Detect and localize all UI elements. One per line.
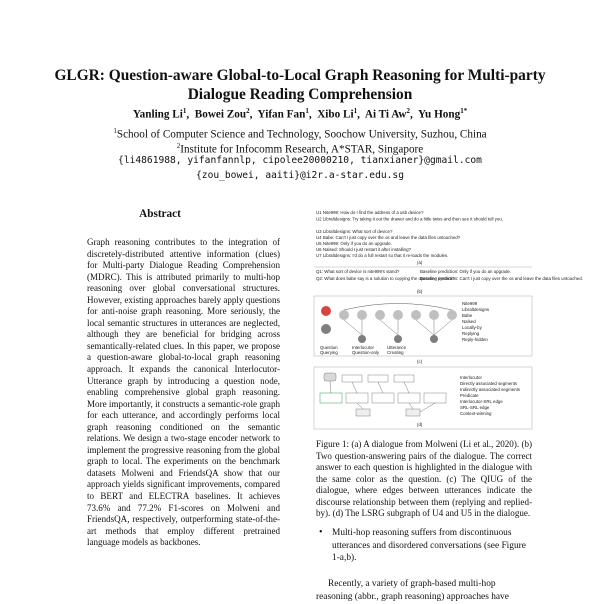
legend-c-item: Question-only	[352, 350, 380, 355]
dialogue-text: Libraltdesigns: Try taking it out the drawer and do a little twiss and then see it should tell you.	[322, 216, 503, 222]
question-node	[321, 306, 331, 316]
interlocutor-node	[358, 335, 366, 343]
legend-c-item: Utterance	[387, 345, 407, 350]
abstract-heading: Abstract	[139, 208, 181, 220]
figure-panel-c	[314, 296, 532, 364]
svg-text:U2 Libraltdesigns: Try taking	[316, 217, 503, 222]
utterance-node	[411, 310, 421, 320]
bullet-text: Multi-hop reasoning suffers from discontinuous utterances and disordered conversations (see Figure 1-a,b).	[332, 528, 526, 564]
legend-c2-item: Locally-by	[462, 325, 482, 330]
question-2: Q2: What does babe say is a solution to copying the operating system?	[316, 276, 455, 281]
legend-c2-item: Reply-hidden	[462, 337, 488, 342]
legend-d-item: Indirectly associated segments	[460, 387, 521, 392]
author-name: Ai Ti Aw	[364, 108, 407, 121]
interlocutor-node	[430, 335, 438, 343]
legend-d-item: SRL-SRL edge	[460, 405, 490, 410]
panel-label-c: (c)	[417, 359, 423, 364]
dialogue-id: U1	[316, 210, 322, 215]
interlocutor-node	[394, 335, 402, 343]
legend-d-item: Interlocutor	[460, 375, 482, 380]
paper-title: GLGR: Question-aware Global-to-Local Graph Reasoning for Multi-party Dialogue Reading Comprehension	[54, 67, 546, 103]
dialogue-id: U3	[316, 229, 322, 234]
svg-text:U3 Libraltdesigns: What sort o	[316, 229, 393, 234]
dialogue-text: Libraltdesigns: What sort of device?	[322, 229, 393, 234]
author-name: Yanling Li	[132, 108, 183, 121]
legend-c2-item: Replying	[462, 331, 480, 336]
affiliation-text: Institute for Infocomm Research, A*STAR, Singapore	[180, 143, 424, 156]
author-name: Xibo Li	[317, 108, 354, 121]
author-sup: 1	[305, 107, 309, 115]
legend-c2-item: Nalsed	[462, 319, 476, 324]
svg-text:U4 Babe: Can't I just copy ove	[316, 235, 461, 240]
bullet-marker: •	[319, 527, 323, 538]
dialogue-text: Babe: Can't I just copy over the os and leave the data files untouched?	[322, 235, 461, 240]
dialogue-text: Nite999: How do I find the address of a usb device?	[322, 210, 424, 215]
prediction-1: Baseline prediction: Only if you do an upgrade.	[420, 269, 512, 274]
utterance-node	[393, 310, 403, 320]
body-paragraph: Recently, a variety of graph-based multi-hop reasoning (abbr., graph reasoning) approaches have	[316, 579, 509, 602]
dialogue-id: U4	[316, 235, 322, 240]
interlocutor-node	[321, 324, 331, 334]
utterance-node	[339, 310, 349, 320]
figure-1	[312, 207, 583, 433]
legend-c2-item: Babe	[462, 313, 473, 318]
legend-d-item: Predicate	[460, 393, 479, 398]
panel-label-a: (a)	[417, 260, 423, 265]
legend-c-item: Creating	[387, 350, 404, 355]
svg-text:U6 Nalsed: Should I just resta	[316, 247, 412, 252]
legend-c-item: Interlocutor	[352, 345, 374, 350]
author-sup: 2	[246, 107, 250, 115]
author-name: Bowei Zou	[194, 108, 247, 121]
abstract-body: Graph reasoning contributes to the integration of discretely-distributed attentive information (clues) for Multi-party Dialogue Reading Comprehension (MDRC). This is attributed primarily to multi-hop reasoning over global conversational structures. However, existing approaches barely apply questions for anti-noise graph reasoning. More seriously, the local semantic structures in utterances are neglected, although they are beneficial for bridging across semantically-related clues. In this paper, we propose a question-aware global-to-local graph reasoning approach. It expands the canonical Interlocutor-Utterance graph by introducing a question node, enabling comprehensive global graph reasoning. More importantly, it constructs a semantic-role graph for each utterance, and accordingly performs local graph reasoning conditioned on the semantic relations. We design a two-stage encoder network to implement the progressive reasoning from the global graph to local. The experiments on the benchmark datasets Molweni and FriendsQA show that our approach yields significant improvements, compared to BERT and ELECTRA baselines. It achieves 73.6% and 77.2% F1-scores on Molweni and FriendsQA, respectively, outperforming state-of-the-art methods that employ different pretrained language models as backbones.	[87, 237, 280, 548]
prediction-2: Baseline prediction: Can't I just copy over the os and leave the data files untouched.	[420, 276, 583, 281]
figure-panel-d	[314, 367, 532, 429]
dialogue-id: U2	[316, 216, 322, 222]
legend-d-item: Context-winning	[460, 411, 492, 416]
figure-caption: Figure 1: (a) A dialogue from Molweni (Li et al., 2020). (b) Two question-answering pairs of the dialogue. The correct answer to each question is highlighted in the dialogue with the same color as the question. (c) The QIUG of the dialogue, where edges between utterances indicate the discourse relationship between them (replying and replied-by). (d) The LSRG subgraph of U4 and U5 in the dialogue.	[316, 439, 532, 519]
dialogue-text: Nite999: Only if you do an upgrade.	[322, 241, 392, 246]
legend-d-item: Interlocutor-SRL edge	[460, 399, 503, 404]
legend-c-item: Question	[320, 345, 338, 350]
dialogue-id: U6	[316, 247, 322, 252]
emails-line-2: {zou_bowei, aaiti}@i2r.a-star.edu.sg	[196, 170, 404, 181]
legend-c2-item: Libraltdesigns	[462, 307, 490, 312]
figure-panel-a	[316, 210, 503, 265]
affiliation-sup: 2	[176, 142, 181, 150]
affiliation-text: School of Computer Science and Technology, Soochow University, Suzhou, China	[116, 128, 487, 141]
author-sup: 1	[182, 107, 187, 115]
emails-line-1: {li4861988, yifanfannlp, cipolee20000210, tianxianer}@gmail.com	[118, 155, 482, 166]
affiliation-sup: 1	[113, 127, 117, 135]
utterance-node	[357, 310, 367, 320]
dialogue-id: U7	[316, 253, 322, 258]
author-name: Yu Hong	[418, 108, 461, 121]
author-sup: 2	[406, 107, 411, 115]
question-1: Q1: What sort of device is nite999's stand?	[316, 269, 400, 274]
svg-text:U5 Nite999: Only if you do an	[316, 241, 392, 246]
legend-c-item: Querying	[320, 350, 338, 355]
author-sup: 1*	[460, 107, 468, 115]
svg-text:U1 Nite999: How do I find the	[316, 210, 424, 215]
author-sup: 1	[353, 107, 358, 115]
panel-label-b: (b)	[417, 289, 423, 294]
legend-d-item: Directly associated segments	[460, 381, 518, 386]
figure-1-svg	[312, 207, 583, 433]
figure-panel-b	[314, 267, 583, 294]
author-name: Yifan Fan	[257, 108, 306, 121]
utterance-node	[429, 310, 439, 320]
author-list: Yanling Li$^1$, Bowei Zou$^2$, Yifan Fan$^1$, Xibo Li$^1$, Ai Ti Aw$^2$, Yu Hong$^{1*}$	[132, 107, 468, 121]
legend-c2-item: Nite999	[462, 301, 478, 306]
utterance-node	[375, 310, 385, 320]
utterance-node	[447, 310, 457, 320]
dialogue-text: Nalsed: Should I just restart it after installing?	[322, 247, 411, 252]
svg-text:U7 Libraltdesigns: I'd do a fu	[316, 253, 448, 258]
panel-label-d: (d)	[417, 422, 423, 427]
dialogue-id: U5	[316, 241, 322, 246]
dialogue-text: Libraltdesigns: I'd do a full restart so that it re-loads the modules.	[322, 253, 449, 258]
